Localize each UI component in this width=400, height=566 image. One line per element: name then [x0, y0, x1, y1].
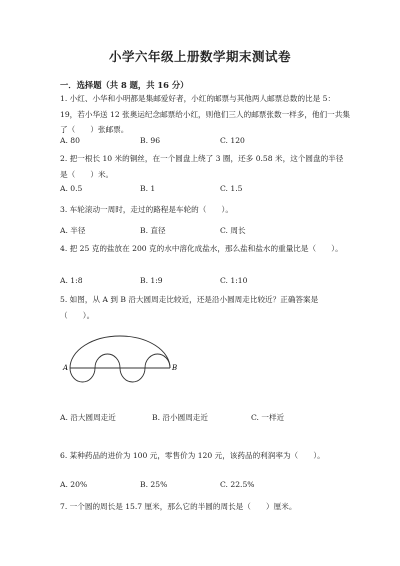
question-3-options: [60, 225, 360, 237]
option-b[interactable]: B. 25%: [140, 480, 168, 489]
option-b[interactable]: B. 1: [140, 184, 156, 193]
question-3: 3. 车轮滚动一周时，走过的路程是车轮的（ ）。: [60, 205, 233, 214]
option-b[interactable]: B. 直径: [140, 226, 166, 235]
small-semicircle-1: [70, 368, 95, 382]
circles-figure: [60, 330, 180, 400]
option-a[interactable]: A. 半径: [60, 226, 86, 235]
option-c[interactable]: C. 一样近: [251, 413, 285, 422]
option-a[interactable]: A. 0.5: [60, 184, 83, 193]
small-semicircle-2: [95, 354, 120, 368]
option-b[interactable]: B. 96: [140, 136, 161, 145]
option-c[interactable]: C. 1.5: [220, 184, 243, 193]
question-5: 5. 如图，从 A 到 B 沿大圆周走比较近，还是沿小圆周走比较近？正确答案是（ ）。: [60, 295, 319, 320]
option-a[interactable]: A. 80: [60, 136, 80, 145]
question-7: 7. 一个圆的周长是 15.7 厘米，那么它的半圆的周长是（ ）厘米。: [60, 502, 297, 511]
page-title: 小学六年级上册数学期末测试卷: [108, 49, 291, 64]
question-2: 2. 把一根长 10 米的铜丝，在一个圆盘上绕了 3 圈，还多 0.58 米，这个圆盘的半径是（ ）米。: [60, 154, 344, 179]
option-b[interactable]: B. 沿小圆周走近: [152, 413, 208, 422]
option-c[interactable]: C. 22.5%: [220, 480, 255, 489]
question-1: 1. 小红、小华和小明都是集邮爱好者，小红的邮票与其他两人邮票总数的比是 5：19，若小华送 12 张奥运纪念邮票给小红，则他们三人的邮票张数一样多，他们一共集了（ ）张邮票。: [60, 94, 350, 134]
point-a-label: A: [63, 364, 69, 372]
question-4-options: [60, 276, 360, 288]
option-c[interactable]: C. 120: [220, 136, 245, 145]
point-b-label: B: [172, 364, 178, 372]
question-5-options: [60, 412, 360, 424]
question-1-options: [60, 136, 360, 148]
section-heading: 一．选择题（共 8 题，共 16 分）: [60, 80, 189, 90]
question-4: 4. 把 25 克的盐放在 200 克的水中溶化成盐水，那么盐和盐水的重量比是（ ）。: [60, 244, 343, 253]
option-a[interactable]: A. 沿大圆周走近: [60, 413, 116, 422]
question-6-options: [60, 480, 360, 492]
large-semicircle: [70, 336, 170, 368]
small-semicircle-3: [120, 368, 145, 382]
option-c[interactable]: C. 1:10: [220, 276, 248, 285]
option-a[interactable]: A. 20%: [60, 480, 88, 489]
option-c[interactable]: C. 周长: [220, 226, 246, 235]
option-b[interactable]: B. 1:9: [140, 276, 163, 285]
question-2-options: [60, 184, 360, 196]
option-a[interactable]: A. 1:8: [60, 276, 83, 285]
question-6: 6. 某种药品的进价为 100 元，零售价为 120 元，该药品的利润率为（ ）。: [60, 451, 325, 460]
